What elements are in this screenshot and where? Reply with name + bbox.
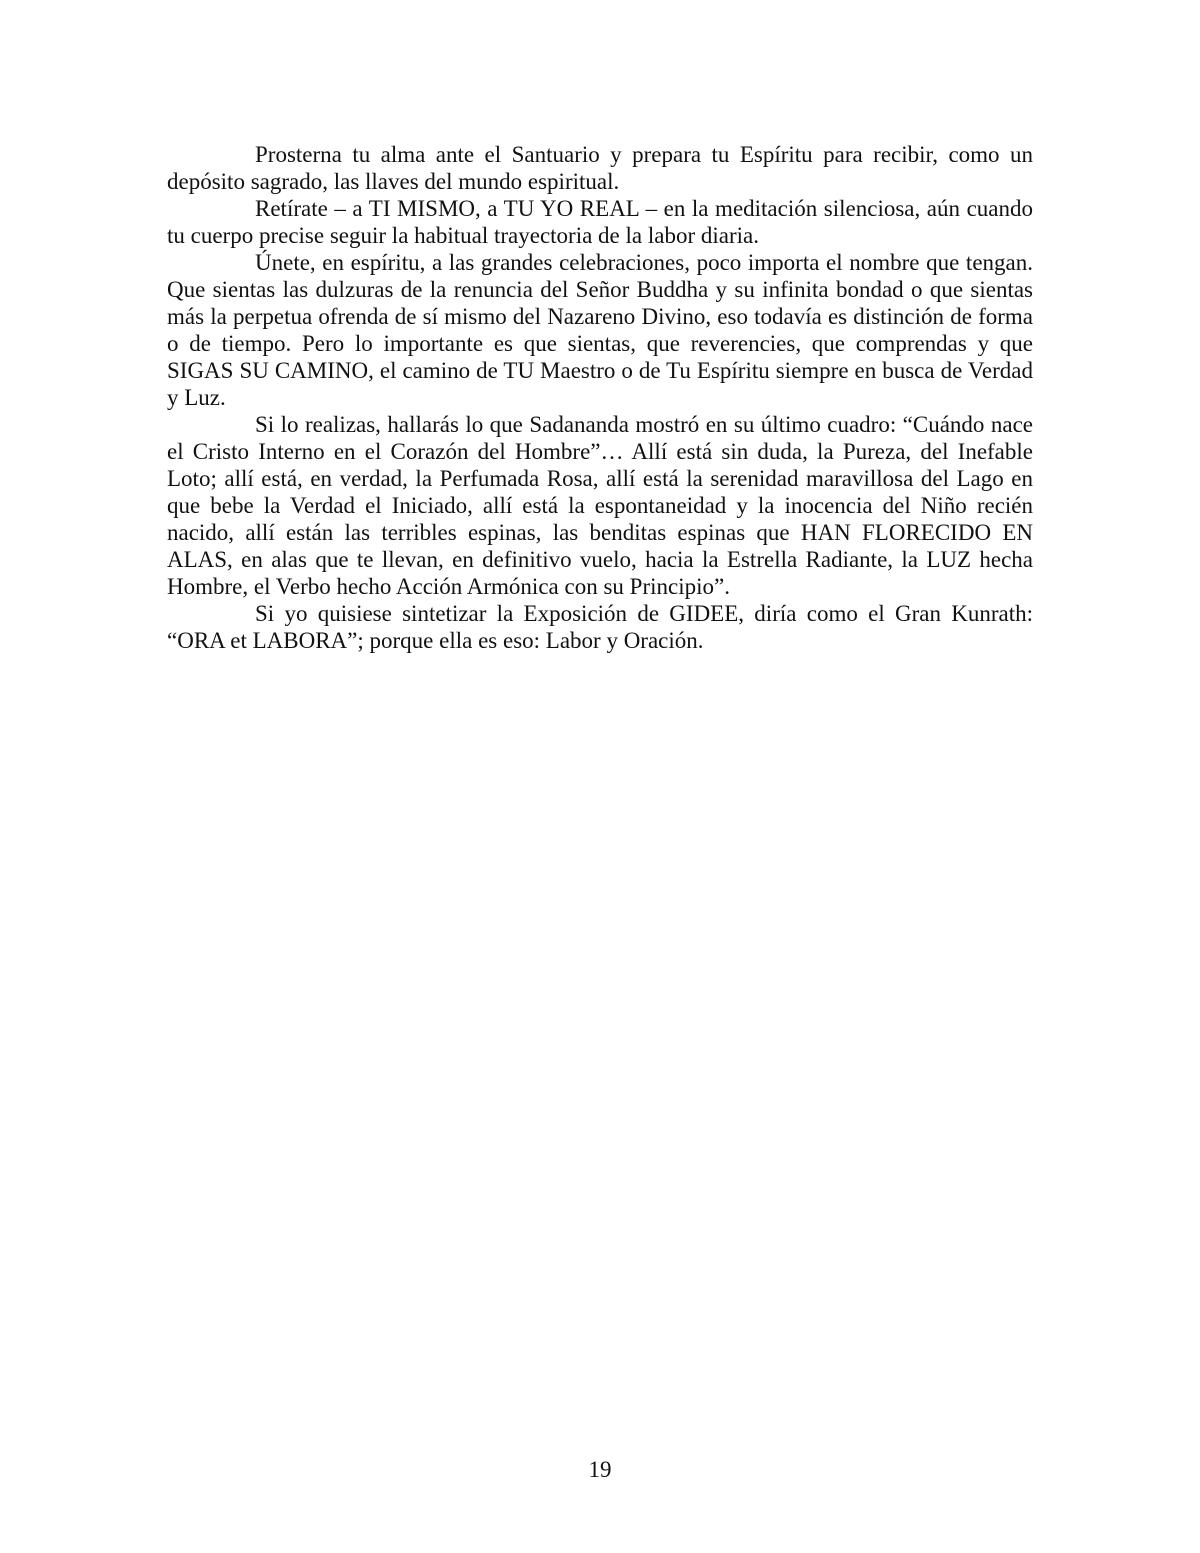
paragraph-2: Retírate – a TI MISMO, a TU YO REAL – en la meditación silenciosa, aún cuando tu cuerpo precise seguir la habitual trayectoria de la labor diaria. [167, 196, 1033, 248]
paragraph-3: Únete, en espíritu, a las grandes celebraciones, poco importa el nombre que tengan. Que sientas las dulzuras de la renuncia del Señor Buddha y su infinita bondad o que sientas más la perpetua ofrenda de sí mismo del Nazareno Divino, eso todavía es distinción de forma o de tiempo. Pero lo importante es que sientas, que reverencies, que comprendas y que SIGAS SU CAMINO, el camino de TU Maestro o de Tu Espíritu siempre en busca de Verdad y Luz. [167, 250, 1033, 410]
paragraph-5: Si yo quisiese sintetizar la Exposición de GIDEE, diría como el Gran Kunrath: “ORA et LABORA”; porque ella es eso: Labor y Oración. [167, 601, 1033, 653]
body-text [167, 141, 1033, 654]
page-number: 19 [588, 1457, 612, 1482]
paragraph-1: Prosterna tu alma ante el Santuario y prepara tu Espíritu para recibir, como un depósito sagrado, las llaves del mundo espiritual. [167, 142, 1033, 194]
paragraph-4: Si lo realizas, hallarás lo que Sadananda mostró en su último cuadro: “Cuándo nace el Cristo Interno en el Corazón del Hombre”… Allí está sin duda, la Pureza, del Inefable Loto; allí está, en verdad, la Perfumada Rosa, allí está la serenidad maravillosa del Lago en que bebe la Verdad el Iniciado, allí está la espontaneidad y la inocencia del Niño recién nacido, allí están las terribles espinas, las benditas espinas que HAN FLORECIDO EN ALAS, en alas que te llevan, en definitivo vuelo, hacia la Estrella Radiante, la LUZ hecha Hombre, el Verbo hecho Acción Armónica con su Principio”. [167, 412, 1033, 599]
